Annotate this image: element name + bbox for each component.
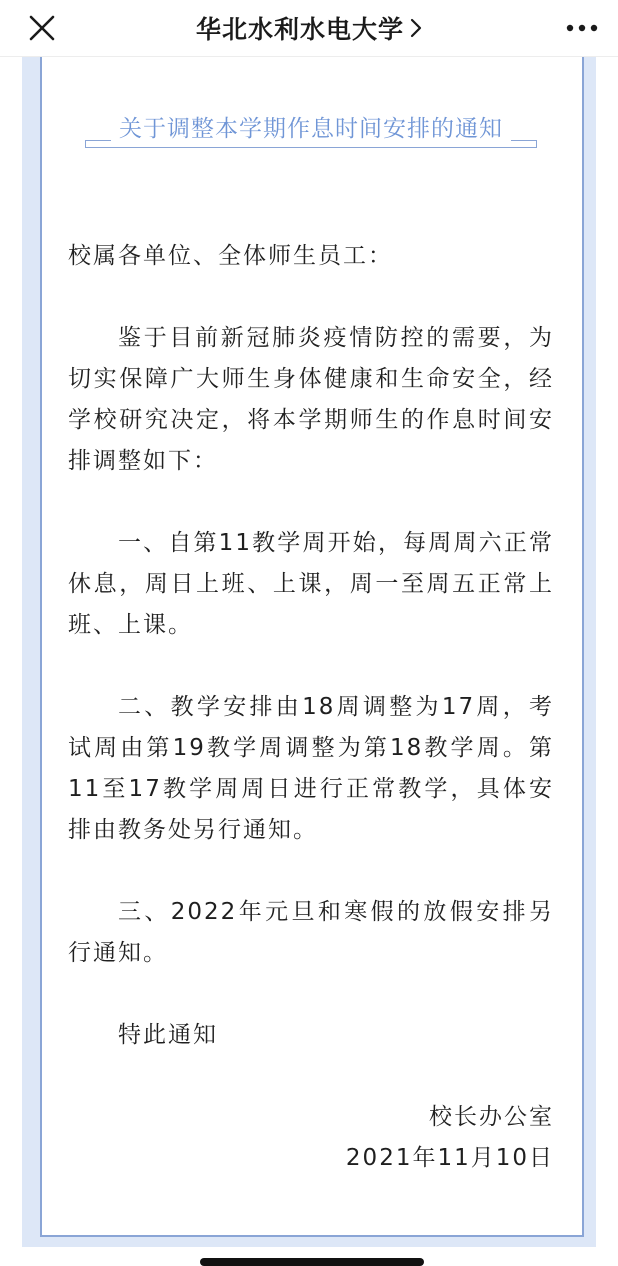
paragraph-item-3: 三、2022年元旦和寒假的放假安排另行通知。 xyxy=(68,899,554,966)
paragraph-item-2: 二、教学安排由18周调整为17周，考试周由第19教学周调整为第18教学周。第11至17教学周周日进行正常教学，具体安排由教务处另行通知。 xyxy=(68,694,554,843)
article-body xyxy=(68,236,554,1179)
article-heading-text: 关于调整本学期作息时间安排的通知 xyxy=(111,116,511,142)
home-indicator[interactable] xyxy=(200,1258,424,1266)
paragraph-item-1: 一、自第11教学周开始，每周周六正常休息，周日上班、上课，周一至周五正常上班、上课。 xyxy=(68,530,554,638)
chevron-right-icon xyxy=(410,17,422,39)
account-title-link[interactable] xyxy=(0,0,618,56)
top-nav-bar xyxy=(0,0,618,57)
salutation: 校属各单位、全体师生员工： xyxy=(68,243,393,269)
article-heading xyxy=(93,112,529,146)
signature: 校长办公室 xyxy=(429,1104,554,1130)
more-button[interactable] xyxy=(562,8,602,48)
article-heading-block xyxy=(85,112,537,152)
paragraph-intro: 鉴于目前新冠肺炎疫情防控的需要，为切实保障广大师生身体健康和生命安全，经学校研究决定，将本学期师生的作息时间安排调整如下： xyxy=(68,325,554,474)
closing-line: 特此通知 xyxy=(118,1022,218,1048)
signature-date: 2021年11月10日 xyxy=(345,1145,554,1171)
account-name: 华北水利水电大学 xyxy=(195,15,404,44)
more-icon xyxy=(566,24,598,32)
